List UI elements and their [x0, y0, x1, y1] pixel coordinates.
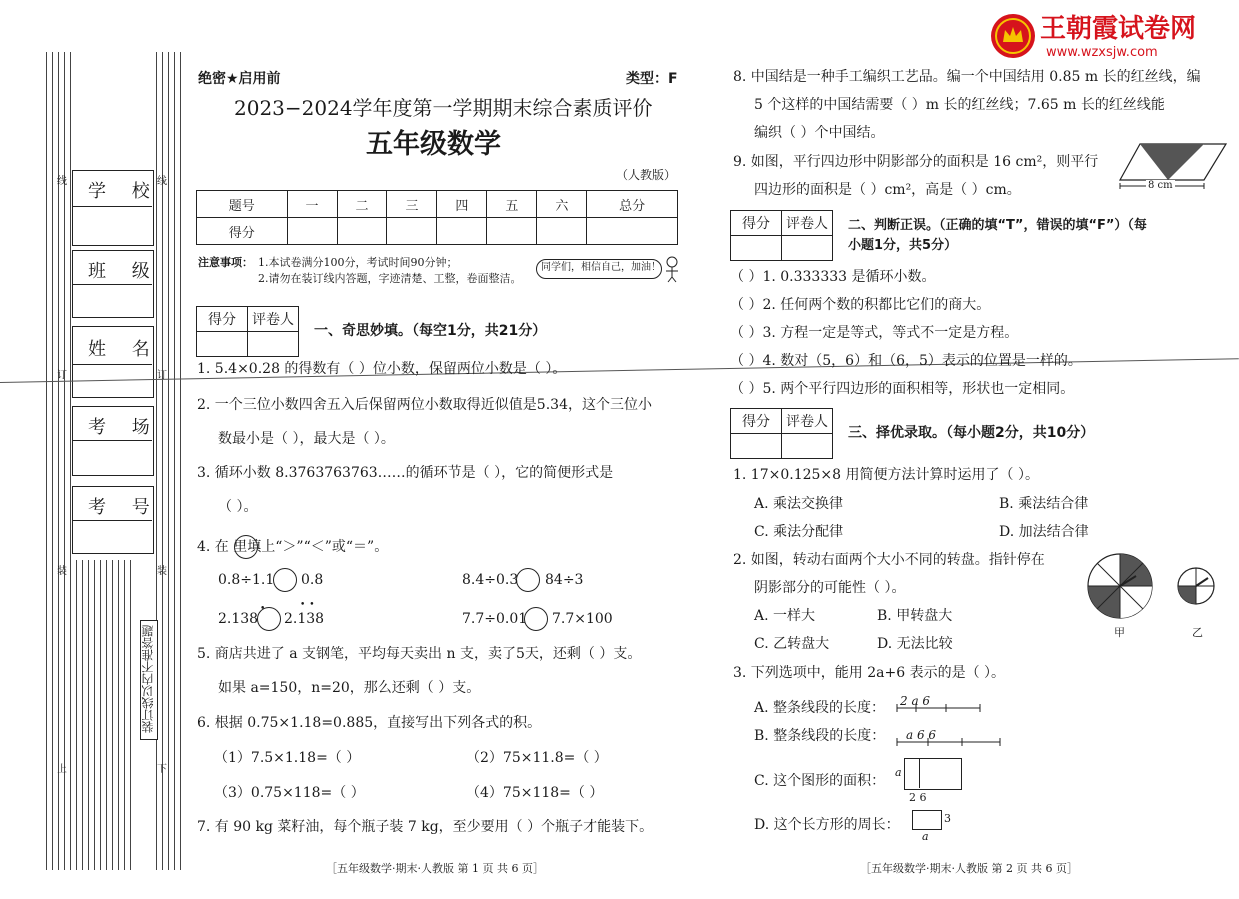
segment-a-label: 2 a 6	[900, 694, 931, 708]
question-3-cont: （ ）。	[218, 499, 258, 515]
shang-mark: 上	[57, 764, 67, 775]
score-cell[interactable]	[487, 218, 537, 245]
score-cell[interactable]	[587, 218, 678, 245]
figure-c-bottom-label: 2 6	[909, 791, 927, 804]
score-cell[interactable]	[337, 218, 387, 245]
score-cell[interactable]	[287, 218, 337, 245]
repeat-dot-icon: •	[260, 604, 266, 614]
grader-sign-cell[interactable]	[782, 236, 833, 261]
option-1d[interactable]: D. 加法结合律	[999, 524, 1089, 540]
question-6: 6. 根据 0.75×1.18=0.885，直接写出下列各式的积。	[197, 715, 542, 731]
option-1a[interactable]: A. 乘法交换律	[754, 496, 844, 512]
header-cell: 总分	[587, 191, 678, 218]
score-cell[interactable]	[537, 218, 587, 245]
compare-circle-icon	[234, 535, 258, 559]
grader-box-3	[730, 408, 833, 459]
q4-item3-right: 2.138	[284, 611, 325, 627]
q4-item4-right: 7.7×100	[552, 611, 613, 627]
question-2-cont: 数最小是（ ），最大是（ ）。	[218, 431, 395, 447]
header-cell: 六	[537, 191, 587, 218]
section3-title: 三、择优录取。（每小题2分，共10分）	[848, 425, 1095, 441]
rectangle-divider	[919, 758, 920, 788]
q6-item-1: （1）7.5×1.18=（ ）	[214, 750, 361, 766]
question-1: 1. 5.4×0.28 的得数有（ ）位小数，保留两位小数是（ ）。	[197, 361, 567, 377]
zhuang-mark-left: 装	[57, 566, 67, 577]
xian-mark-left: 线	[57, 176, 67, 187]
grader-label: 评卷人	[248, 307, 299, 332]
type-label: 类型：F	[626, 71, 678, 87]
grader-sign-cell[interactable]	[782, 434, 833, 459]
header-cell: 二	[337, 191, 387, 218]
score-table	[196, 190, 678, 245]
q6-item-2: （2）75×11.8=（ ）	[466, 750, 608, 766]
question-3: 3. 循环小数 8.3763763763……的循环节是（ ），它的简便形式是	[197, 465, 614, 481]
footer-page-2: ［五年级数学·期末·人教版 第 2 页 共 6 页］	[860, 862, 1078, 875]
choice-question-2-cont: 阴影部分的可能性（ ）。	[754, 580, 906, 596]
grader-score-cell[interactable]	[731, 236, 782, 261]
choice-question-3: 3. 下列选项中，能用 2a+6 表示的是（ ）。	[733, 665, 1006, 681]
judge-item-3: （ ）3. 方程一定是等式，等式不一定是方程。	[730, 325, 1019, 341]
question-8-cont: 5 个这样的中国结需要（ ）m 长的红丝线；7.65 m 长的红丝线能	[754, 97, 1165, 113]
ding-mark-right: 订	[157, 370, 167, 381]
grader-score-label: 得分	[731, 211, 782, 236]
q4-item1-left: 0.8÷1.1	[218, 572, 275, 588]
option-2c[interactable]: C. 乙转盘大	[754, 636, 830, 652]
spinner-jia-label: 甲	[1114, 626, 1125, 639]
grader-score-cell[interactable]	[731, 434, 782, 459]
question-2: 2. 一个三位小数四舍五入后保留两位小数取得近似值是5.34，这个三位小	[197, 397, 652, 413]
section1-title: 一、奇思妙填。（每空1分，共21分）	[314, 323, 547, 339]
choice-question-1: 1. 17×0.125×8 用简便方法计算时运用了（ ）。	[733, 467, 1039, 483]
q4-item1-right: 0.8	[301, 572, 324, 588]
answer-circle-3[interactable]	[257, 604, 281, 631]
option-1b[interactable]: B. 乘法结合律	[999, 496, 1089, 512]
brand-crown-icon	[991, 14, 1035, 58]
grader-box-2	[730, 210, 833, 261]
q4-item2-left: 8.4÷0.3	[462, 572, 519, 588]
number-label: 考 号	[88, 497, 160, 518]
score-cell[interactable]	[387, 218, 437, 245]
option-3a[interactable]: A. 整条线段的长度：	[754, 700, 886, 716]
question-8-cont2: 编织（ ）个中国结。	[754, 125, 885, 141]
judge-item-5: （ ）5. 两个平行四边形的面积相等，形状也一定相同。	[730, 381, 1075, 397]
grader-score-cell[interactable]	[197, 332, 248, 357]
brand-name: 王朝霞试卷网	[1040, 14, 1197, 44]
figure-d-width-label: a	[922, 830, 929, 843]
header-cell: 题号	[197, 191, 288, 218]
binding-warning: 装订线以内不准答题	[141, 625, 155, 733]
judge-item-1: （ ）1. 0.333333 是循环小数。	[730, 269, 936, 285]
question-8: 8. 中国结是一种手工编织工艺品。编一个中国结用 0.85 m 长的红丝线，编	[733, 69, 1201, 85]
question-4: 4. 在 里填上“＞”“＜”或“＝”。	[197, 539, 389, 555]
parallelogram-base-label: 8 cm	[1148, 180, 1173, 191]
spinner-jia-icon	[1086, 552, 1156, 622]
spinner-yi-icon	[1176, 566, 1218, 608]
q4-item2-right: 84÷3	[545, 572, 584, 588]
section2-title: 二、判断正误。（正确的填“T”，错误的填“F”）（每	[848, 218, 1147, 233]
judge-item-2: （ ）2. 任何两个数的积都比它们的商大。	[730, 297, 991, 313]
notes-line-1: 1.本试卷满分100分，考试时间90分钟；	[258, 256, 458, 269]
answer-circle-1[interactable]	[273, 568, 297, 592]
question-7: 7. 有 90 kg 菜籽油，每个瓶子装 7 kg，至少要用（ ）个瓶子才能装下。	[197, 819, 654, 835]
header-cell: 五	[487, 191, 537, 218]
header-cell: 三	[387, 191, 437, 218]
score-cell[interactable]	[437, 218, 487, 245]
judge-item-4: （ ）4. 数对（5，6）和（6，5）表示的位置是一样的。	[730, 353, 1082, 369]
name-label: 姓 名	[88, 339, 160, 360]
figure-c-a-label: a	[895, 766, 902, 779]
subject-title: 五年级数学	[366, 129, 501, 160]
grader-sign-cell[interactable]	[248, 332, 299, 357]
room-label: 考 场	[88, 417, 160, 438]
cheer-text: 同学们，相信自己，加油！	[541, 262, 661, 273]
grader-label: 评卷人	[782, 409, 833, 434]
option-2a[interactable]: A. 一样大	[754, 608, 816, 624]
option-3d[interactable]: D. 这个长方形的周长：	[754, 817, 900, 833]
q4-item4-left: 7.7÷0.01	[462, 611, 528, 627]
rectangle-figure-d	[912, 810, 942, 830]
notes-label: 注意事项：	[198, 256, 253, 269]
footer-page-1: ［五年级数学·期末·人教版 第 1 页 共 6 页］	[326, 862, 544, 875]
secret-label: 绝密★启用前	[198, 71, 281, 87]
question-9: 9. 如图，平行四边形中阴影部分的面积是 16 cm²，则平行	[733, 154, 1099, 170]
section2-title-cont: 小题1分，共5分）	[848, 238, 958, 253]
notes-line-2: 2.请勿在装订线内答题，字迹清楚、工整，卷面整洁。	[258, 272, 522, 285]
grader-score-label: 得分	[731, 409, 782, 434]
header-cell: 一	[287, 191, 337, 218]
answer-circle-2[interactable]	[516, 568, 540, 592]
header-cell: 四	[437, 191, 487, 218]
brand-logo	[991, 14, 1035, 58]
q4-item3-left: 2.138	[218, 611, 259, 627]
edition: （人教版）	[616, 168, 677, 182]
brand-url: www.wzxsjw.com	[1046, 45, 1158, 60]
rectangle-figure-c	[904, 758, 962, 790]
option-2b[interactable]: B. 甲转盘大	[877, 608, 953, 624]
segment-b-icon	[896, 738, 1002, 746]
question-5: 5. 商店共进了 a 支钢笔，平均每天卖出 n 支，卖了5天，还剩（ ）支。	[197, 646, 642, 662]
class-label: 班 级	[88, 261, 160, 282]
row-label: 得分	[197, 218, 288, 245]
answer-circle-4[interactable]	[524, 607, 548, 631]
grader-label: 评卷人	[782, 211, 833, 236]
question-9-cont: 四边形的面积是（ ）cm²，高是（ ）cm。	[754, 182, 1021, 198]
spinner-yi-label: 乙	[1192, 626, 1203, 639]
option-2d[interactable]: D. 无法比较	[877, 636, 953, 652]
grader-box-1	[196, 306, 299, 357]
zhuang-mark-right: 装	[157, 566, 167, 577]
segment-b-label: a 6 6	[906, 728, 937, 742]
q6-item-3: （3）0.75×118=（ ）	[214, 785, 365, 801]
student-figure-icon	[662, 255, 682, 283]
repeat-dots-icon: ••	[300, 600, 319, 610]
option-3c[interactable]: C. 这个图形的面积：	[754, 773, 886, 789]
option-1c[interactable]: C. 乘法分配律	[754, 524, 844, 540]
option-3b[interactable]: B. 整条线段的长度：	[754, 728, 886, 744]
ding-mark-left: 订	[57, 370, 67, 381]
question-5-cont: 如果 a=150，n=20，那么还剩（ ）支。	[218, 680, 481, 696]
xian-mark-right: 线	[157, 176, 167, 187]
school-label: 学 校	[88, 181, 160, 202]
grader-score-label: 得分	[197, 307, 248, 332]
choice-question-2: 2. 如图，转动右面两个大小不同的转盘。指针停在	[733, 552, 1045, 568]
exam-title: 2023−2024学年度第一学期期末综合素质评价	[234, 96, 653, 120]
xia-mark: 下	[157, 764, 167, 775]
q6-item-4: （4）75×118=（ ）	[466, 785, 604, 801]
figure-d-height-label: 3	[944, 812, 951, 825]
segment-a-icon	[896, 704, 982, 712]
